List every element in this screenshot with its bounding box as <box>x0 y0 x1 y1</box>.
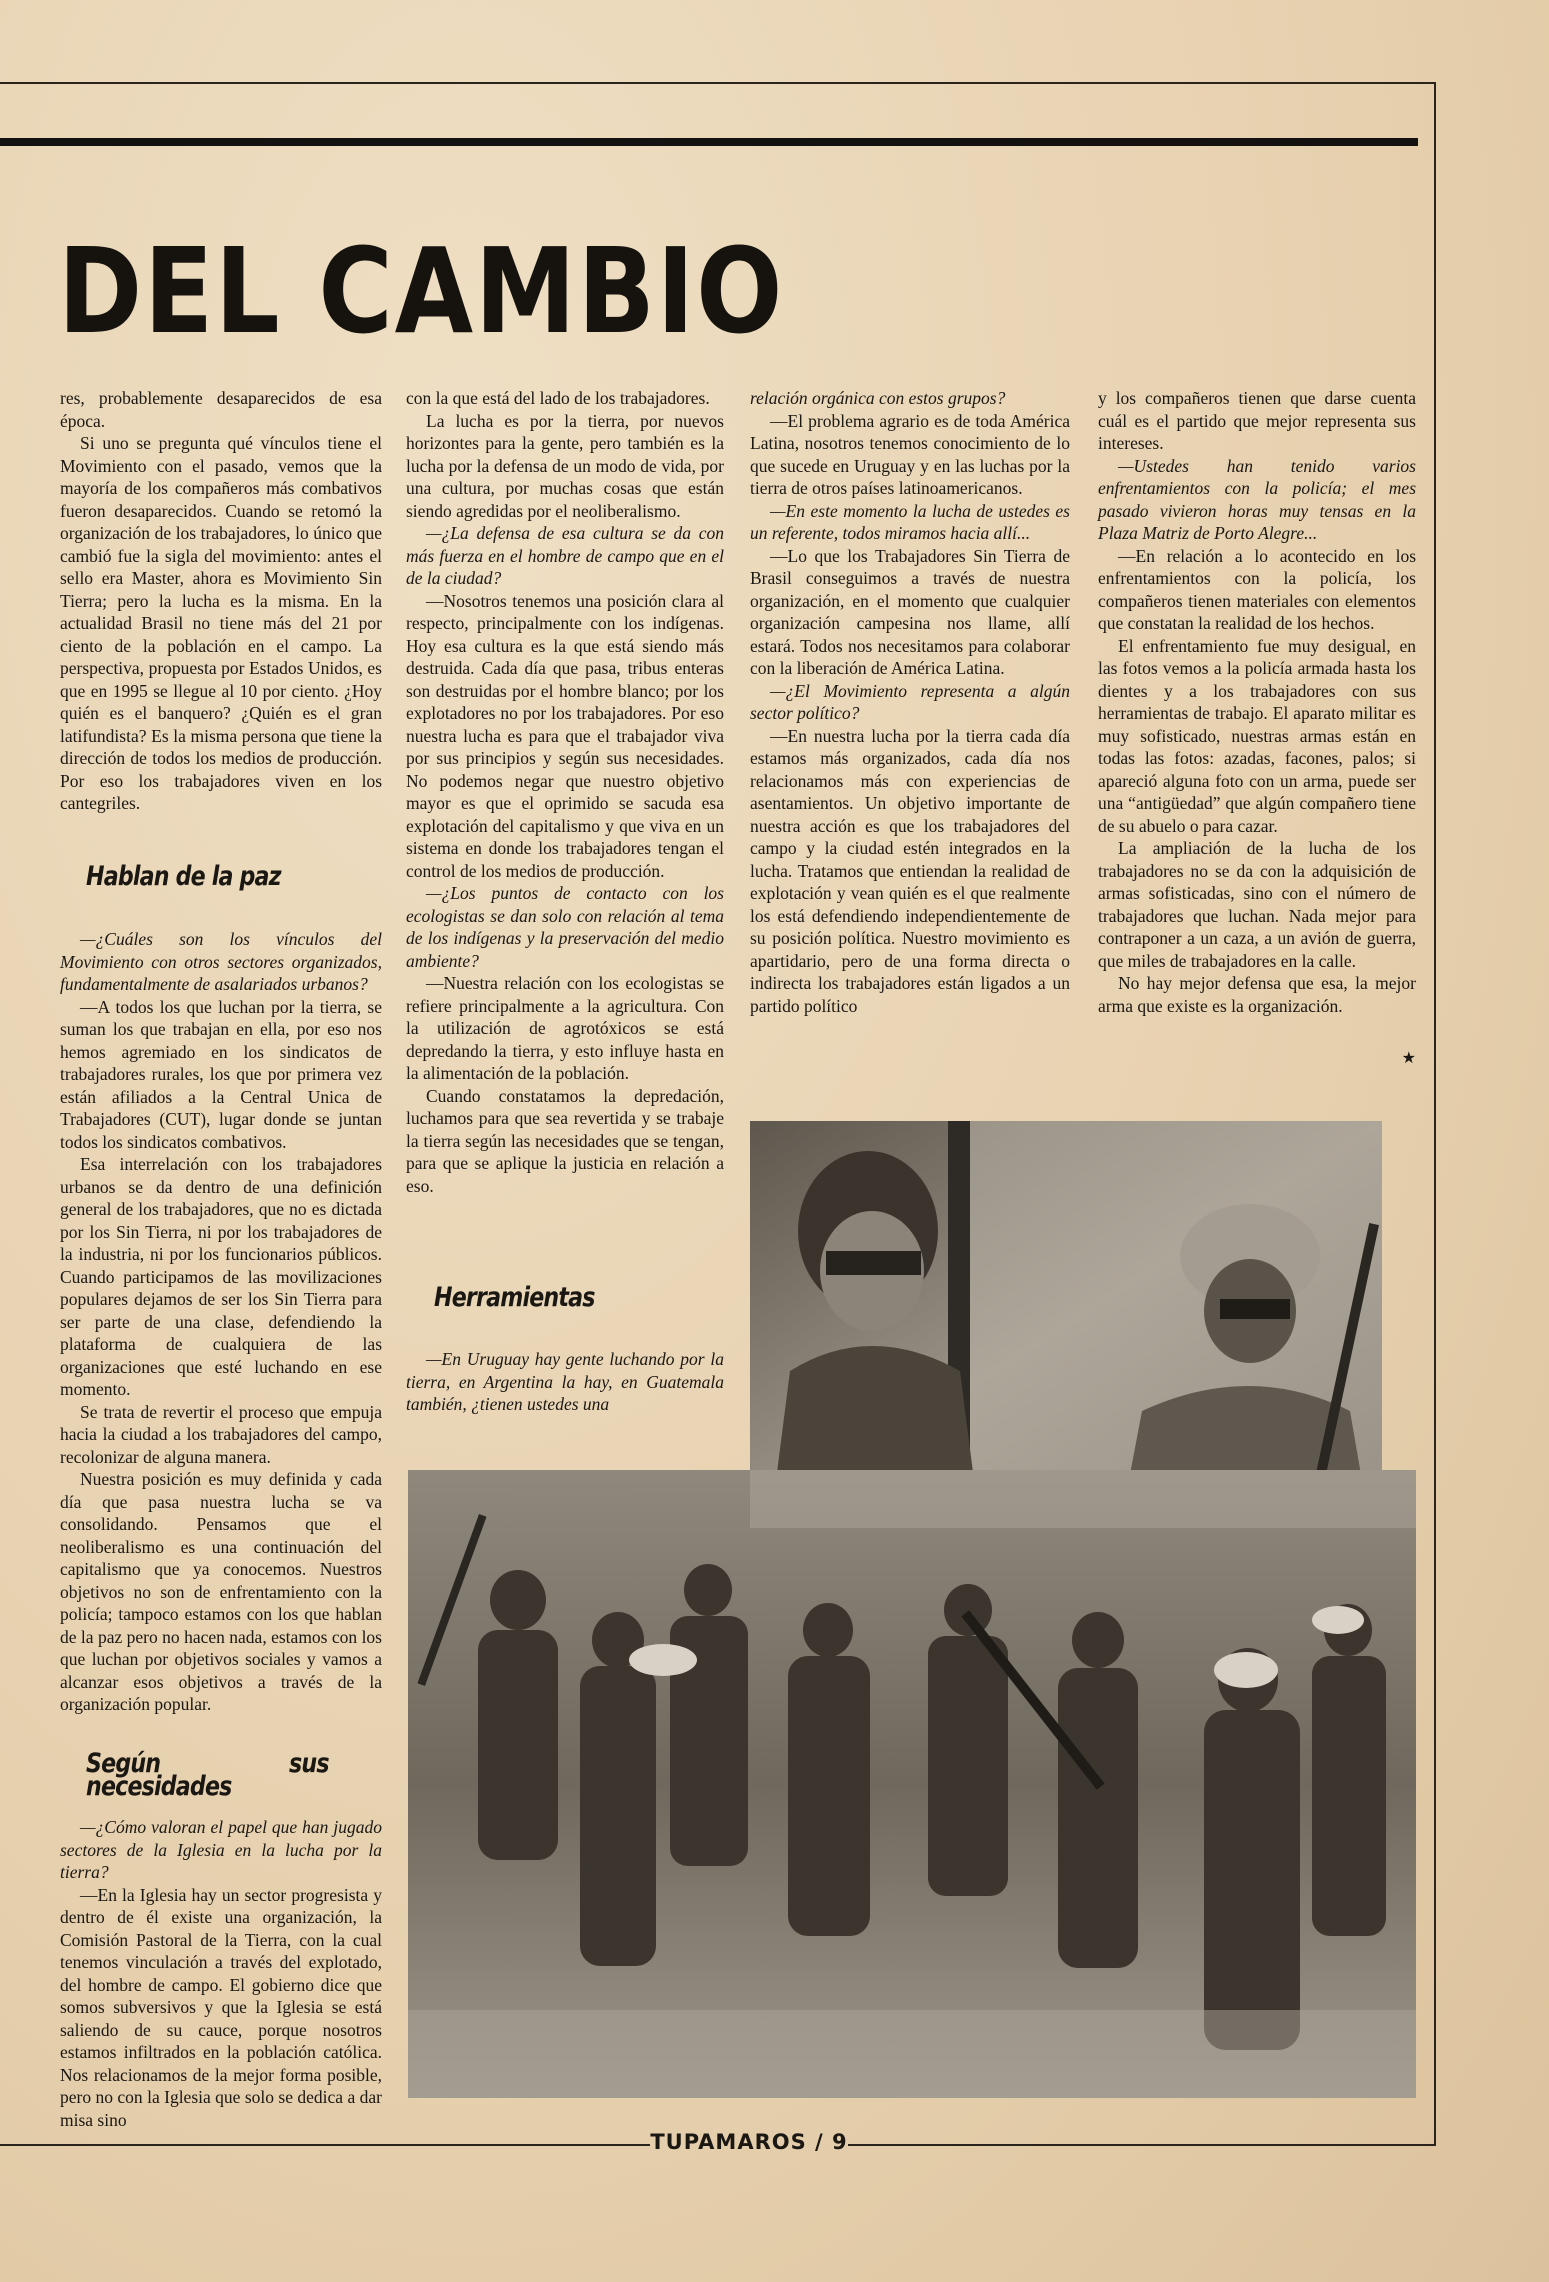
section-heading-herramientas: Herramientas <box>434 1282 595 1313</box>
article-paragraph: Cuando constatamos la depredación, luchamos para que sea revertida y se trabaje la tierra según las necesidades que se tengan, para que se aplique la justicia en relación a eso. <box>406 1085 724 1196</box>
interview-question: —¿Cómo valoran el papel que han jugado sectores de la Iglesia en la lucha por la tierra? <box>60 1817 382 1882</box>
article-paragraph: —En relación a lo acontecido en los enfrentamientos con la policía, los compañeros tienen materiales con elementos que constatan la realidad de los hechos. <box>1098 545 1416 633</box>
right-frame-line <box>1434 82 1436 2144</box>
section-heading-hablan: Hablan de la paz <box>86 861 281 892</box>
photo-crowd-confrontation <box>408 1470 1416 2098</box>
interview-question: —En Uruguay hay gente luchando por la tierra, en Argentina la hay, en Guatemala también, ¿tienen ustedes una <box>406 1349 724 1414</box>
photo-police-closeup <box>750 1121 1382 1527</box>
column-3 <box>750 387 1070 1017</box>
article-paragraph: La ampliación de la lucha de los trabajadores no se da con la adquisición de armas sofisticadas, sino con el número de trabajadores que luchan. Nada mejor para contraponer a un caza, a un avión de guerra, que miles de trabajadores en la calle. <box>1098 838 1416 971</box>
article-paragraph: La lucha es por la tierra, por nuevos horizontes para la gente, pero también es la lucha por la defensa de un modo de vida, por una cultura, por muchas cosas que están siendo agredidas por el neoliberalismo. <box>406 410 724 521</box>
interview-question: —Ustedes han tenido varios enfrentamientos con la policía; el mes pasado vivieron horas muy tensas en la Plaza Matriz de Porto Alegre... <box>1098 455 1416 543</box>
column-4 <box>1098 387 1416 1017</box>
interview-question: —En este momento la lucha de ustedes es un referente, todos miramos hacia allí... <box>750 500 1070 543</box>
column-2-bottom <box>406 1348 724 1416</box>
article-paragraph: Nuestra posición es muy definida y cada día que pasa nuestra lucha se va consolidando. Pensamos que el neoliberalismo es una continuación del capitalismo que ya conocemos. Nuestros objetivos no son de enfrentamiento con la policía; tampoco estamos con los que hablan de la paz pero no hacen nada, estamos con los que luchan por objetivos sociales y vamos a alcanzar esos objetivos a través de la organización popular. <box>60 1469 382 1714</box>
article-paragraph: —Nosotros tenemos una posición clara al respecto, principalmente con los indígenas. Hoy esa cultura es la que está siendo más destruida. Cada día que pasa, tribus enteras son destruidas por el hombre blanco; por los explotadores no por los trabajadores. Por eso nuestra lucha es para que el trabajador viva por sus principios y según sus necesidades. No podemos negar que nuestro objetivo mayor es que el oprimido se sacuda esa explotación del capitalismo y que viva en un sistema en donde los trabajadores tengan el control de los medios de producción. <box>406 590 724 881</box>
interview-question: —¿Cuáles son los vínculos del Movimiento con otros sectores organizados, fundamentalmente de asalariados urbanos? <box>60 929 382 994</box>
interview-question: relación orgánica con estos grupos? <box>750 388 1006 408</box>
article-paragraph: —En la Iglesia hay un sector progresista y dentro de él existe una organización, la Comisión Pastoral de la Tierra, con la cual tenemos vinculación a través del explotado, del hombre de campo. El gobierno dice que somos subversivos y que la Iglesia se está saliendo de su cauce, porque nosotros estamos infiltrados en la población católica. Nos relacionamos de la mejor forma posible, pero no con la Iglesia que solo se dedica a dar misa sino <box>60 1884 382 2130</box>
bottom-frame-line-left <box>0 2144 650 2146</box>
headline: DEL CAMBIO <box>58 222 785 360</box>
section-heading-segun: Según sus necesidades <box>86 1748 329 1802</box>
article-paragraph: Esa interrelación con los trabajadores urbanos se da dentro de una definición general de los trabajadores, que no es dictada por los Sin Tierra, ni por los trabajadores de la industria, ni por los funcionarios públicos. Cuando participamos de las movilizaciones populares dejamos de ser los Sin Tierra para ser parte de una clase, defendiendo la plataforma de cualquiera de las organizaciones que esté luchando en ese momento. <box>60 1154 382 1399</box>
page-footer: TUPAMAROS / 9 <box>650 2130 848 2154</box>
article-paragraph: res, probablemente desaparecidos de esa época. <box>60 388 382 431</box>
article-paragraph: El enfrentamiento fue muy desigual, en las fotos vemos a la policía armada hasta los dientes y a los trabajadores con sus herramientas de trabajo. El aparato militar es muy sofisticado, nuestras armas están en todas las fotos: azadas, facones, palos; si apareció alguna foto con un arma, puede ser una “antigüedad” que algún compañero tiene de su abuelo o para cazar. <box>1098 635 1416 836</box>
header-rule <box>0 138 1418 146</box>
article-paragraph: —El problema agrario es de toda América Latina, nosotros tenemos conocimiento de lo que sucede en Uruguay y en las luchas por la tierra de otros países latinoamericanos. <box>750 410 1070 498</box>
article-paragraph: —En nuestra lucha por la tierra cada día estamos más organizados, cada día nos relacionamos más con experiencias de asentamientos. Un objetivo importante de nuestra acción es que los trabajadores del campo y la ciudad estén integrados en la lucha. Tratamos que entiendan la realidad de explotación y vean quién es el que realmente los está defendiendo independientemente de su posición política. Nuestro movimiento es apartidario, pero de una forma directa o indirecta los trabajadores están ligados a un partido político <box>750 725 1070 1016</box>
column-1-heading-1-wrap <box>86 861 382 892</box>
article-paragraph: Si uno se pregunta qué vínculos tiene el Movimiento con el pasado, vemos que la mayoría de los compañeros más combativos fueron desaparecidos. Cuando se retomó la organización de los trabajadores, lo único que cambió fue la sigla del movimiento: antes el sello era Master, ahora es Movimiento Sin Tierra; pero la lucha es la misma. En la actualidad Brasil no tiene más del 21 por ciento de la población en el campo. La perspectiva, propuesta por Estados Unidos, es que en 1995 se llegue al 10 por ciento. ¿Hoy quién es el banquero? ¿Quién es el gran latifundista? Es la misma persona que tiene la dirección de todos los medios de producción. Por eso los trabajadores viven en los cantegriles. <box>60 433 382 813</box>
interview-question: —¿El Movimiento representa a algún sector político? <box>750 680 1070 723</box>
end-mark-star: ★ <box>1401 1050 1416 1067</box>
column-1-middle <box>60 928 382 1716</box>
interview-question: —¿Los puntos de contacto con los ecologistas se dan solo con relación al tema de los indígenas y la preservación del medio ambiente? <box>406 883 724 971</box>
column-2-heading-wrap <box>434 1282 724 1313</box>
column-1-heading-2-wrap <box>86 1748 382 1802</box>
article-paragraph: y los compañeros tienen que darse cuenta cuál es el partido que mejor representa sus intereses. <box>1098 388 1416 453</box>
top-frame-line <box>0 82 1436 84</box>
article-paragraph: —Nuestra relación con los ecologistas se refiere principalmente a la agricultura. Con la utilización de agrotóxicos se está depredando la tierra, y esto influye hasta en la alimentación de la población. <box>406 973 724 1083</box>
article-paragraph: —Lo que los Trabajadores Sin Tierra de Brasil conseguimos a través de nuestra organización, en el momento que cualquier organización campesina nos llame, allí estará. Todos nos necesitamos para colaborar con la liberación de América Latina. <box>750 545 1070 678</box>
article-paragraph: con la que está del lado de los trabajadores. <box>406 388 710 408</box>
article-paragraph: —A todos los que luchan por la tierra, se suman los que trabajan en ella, por eso nos hemos agremiado en los sindicatos de trabajadores rurales, los que por primera vez están afiliados a la Central Unica de Trabajadores (CUT), lugar donde se juntan todos los sindicatos combativos. <box>60 996 382 1152</box>
interview-question: —¿La defensa de esa cultura se da con más fuerza en el hombre de campo que en el de la ciudad? <box>406 523 724 588</box>
column-2-top <box>406 387 724 1197</box>
bottom-frame-line-right <box>848 2144 1436 2146</box>
article-paragraph: Se trata de revertir el proceso que empuja hacia la ciudad a los trabajadores del campo, recolonizar de alguna manera. <box>60 1401 382 1467</box>
column-1-top <box>60 387 382 815</box>
article-paragraph: No hay mejor defensa que esa, la mejor arma que existe es la organización. <box>1098 973 1416 1016</box>
column-1-bottom <box>60 1816 382 2131</box>
